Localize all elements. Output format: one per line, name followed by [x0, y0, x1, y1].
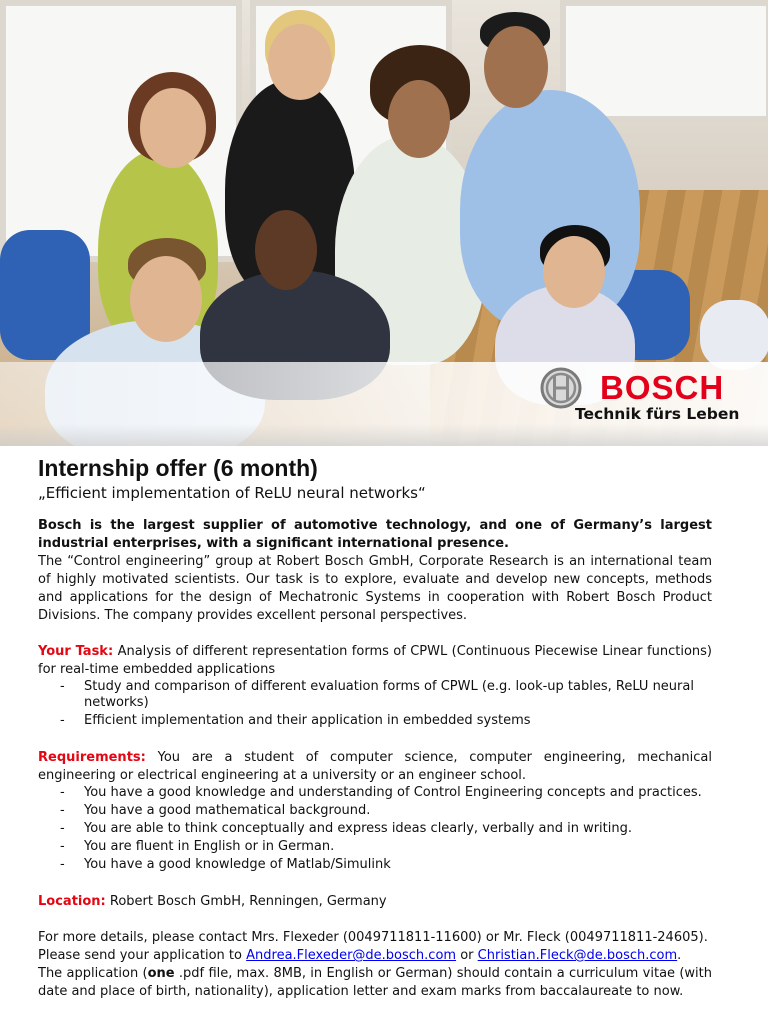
list-item: - You have a good knowledge and understanding of Control Engineering concepts and practices.: [38, 785, 712, 801]
list-item: - Efficient implementation and their application in embedded systems: [38, 713, 712, 729]
application-requirements: The application (one .pdf file, max. 8MB, in English or German) should contain a curriculum vitae (with date and place of birth, nationality), application letter and exam marks from baccalaureate to now.: [38, 966, 712, 999]
bosch-armature-icon: [540, 367, 582, 409]
list-item: - You have a good mathematical background.: [38, 803, 712, 819]
list-item: - Study and comparison of different evaluation forms of CPWL (e.g. look-up tables, ReLU neural networks): [38, 679, 712, 711]
location-label: Location:: [38, 894, 106, 909]
brand-slogan: Technik fürs Leben: [575, 405, 740, 423]
requirements-label: Requirements:: [38, 750, 146, 765]
email-link-flexeder[interactable]: Andrea.Flexeder@de.bosch.com: [246, 948, 457, 963]
intro-lead: Bosch is the largest supplier of automotive technology, and one of Germany’s largest industrial enterprises, with a significant international presence.: [38, 518, 712, 551]
chair: [700, 300, 768, 370]
bosch-wordmark: BOSCH: [600, 369, 725, 406]
location-text: Robert Bosch GmbH, Renningen, Germany: [109, 894, 387, 909]
task-label: Your Task:: [38, 644, 114, 659]
list-item: - You are fluent in English or in German.: [38, 839, 712, 855]
location-section: [38, 893, 712, 911]
page-subtitle: „Efficient implementation of ReLU neural networks“: [38, 484, 426, 502]
offer-content: [38, 453, 712, 1001]
task-list: [38, 679, 712, 729]
contact-details: For more details, please contact Mrs. Flexeder (0049711811-11600) or Mr. Fleck (0049711811-24605).: [38, 930, 708, 945]
page-title: Internship offer (6 month): [38, 455, 318, 481]
email-link-fleck[interactable]: Christian.Fleck@de.bosch.com: [477, 948, 678, 963]
list-item: - You have a good knowledge of Matlab/Simulink: [38, 857, 712, 873]
task-text: Analysis of different representation forms of CPWL (Continuous Piecewise Linear functions) for real-time embedded applications: [38, 644, 712, 677]
contact-send: Please send your application to Andrea.Flexeder@de.bosch.com or Christian.Fleck@de.bosch.com.: [38, 948, 682, 963]
list-item: - You are able to think conceptually and express ideas clearly, verbally and in writing.: [38, 821, 712, 837]
requirements-text: You are a student of computer science, computer engineering, mechanical engineering or electrical engineering at a university or an engineer school.: [38, 750, 712, 783]
task-section: [38, 643, 712, 679]
requirements-section: [38, 749, 712, 785]
requirements-list: [38, 785, 712, 873]
intro-body: The “Control engineering” group at Robert Bosch GmbH, Corporate Research is an international team of highly motivated scientists. Our task is to explore, evaluate and develop new concepts, methods and applications for the design of Mechatronic Systems in cooperation with Robert Bosch Product Divisions. The company provides excellent personal perspectives.: [38, 554, 712, 623]
